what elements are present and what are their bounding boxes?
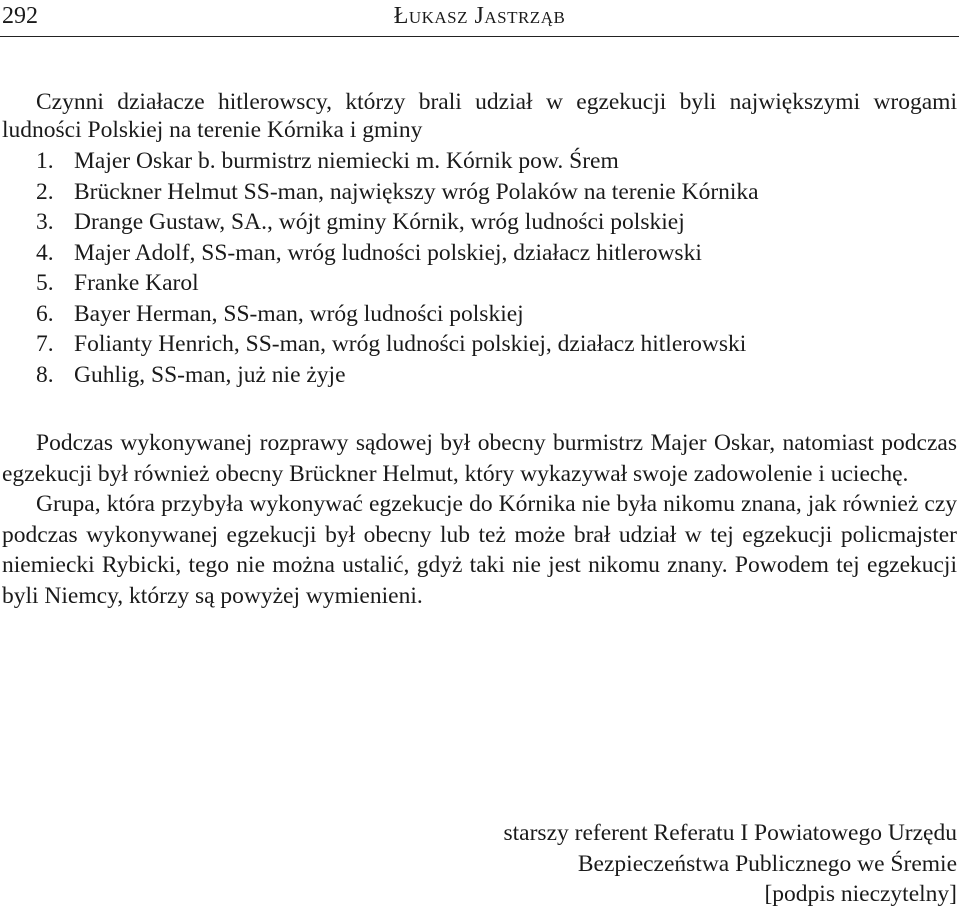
list-item-number: 7. xyxy=(36,331,54,357)
list-item-number: 3. xyxy=(36,209,54,235)
list-item-number: 6. xyxy=(36,300,54,327)
list-item-number: 1. xyxy=(36,148,54,174)
list-item xyxy=(2,146,957,177)
signature-office: Bezpieczeństwa Publicznego we Śremie xyxy=(577,850,957,877)
trial-paragraph: Podczas wykonywanej rozprawy sądowej był obecny burmistrz Majer Oskar, natomiast podczas egzekucji był również obecny Brückner Helmut, który wykazywał swoje zadowolenie i uciechę. xyxy=(2,430,957,487)
running-head: Łukasz Jastrząb xyxy=(393,3,566,29)
perpetrators-list xyxy=(2,146,957,390)
list-item-number: 2. xyxy=(36,178,54,205)
list-item-text: Majer Adolf, SS-man, wróg ludności polskiej, działacz hitlerowski xyxy=(74,239,702,266)
list-item-text: Franke Karol xyxy=(74,270,199,296)
list-item-text: Folianty Henrich, SS-man, wróg ludności polskiej, działacz hitlerowski xyxy=(74,331,747,357)
list-item-text: Guhlig, SS-man, już nie żyje xyxy=(74,361,346,388)
signature-note: [podpis nieczytelny] xyxy=(764,881,957,907)
list-item-text: Bayer Herman, SS-man, wróg ludności polskiej xyxy=(74,300,524,327)
list-item-number: 4. xyxy=(36,239,54,266)
document-body xyxy=(2,88,957,611)
signature-title: starszy referent Referatu I Powiatowego Urzędu xyxy=(503,820,957,846)
list-item xyxy=(2,329,957,360)
list-item xyxy=(2,299,957,330)
header-rule xyxy=(0,36,959,37)
list-item xyxy=(2,360,957,391)
intro-paragraph: Czynni działacze hitlerowscy, którzy brali udział w egzekucji byli największymi wrogami ludności Polskiej na terenie Kórnika i gminy xyxy=(2,89,957,143)
list-item-text: Brückner Helmut SS-man, największy wróg Polaków na terenie Kórnika xyxy=(74,178,759,205)
list-item xyxy=(2,238,957,269)
page-header xyxy=(0,0,959,40)
list-item-text: Majer Oskar b. burmistrz niemiecki m. Kórnik pow. Śrem xyxy=(74,148,619,174)
list-item xyxy=(2,207,957,238)
group-paragraph: Grupa, która przybyła wykonywać egzekucje do Kórnika nie była nikomu znana, jak również czy podczas wykonywanej egzekucji był obecny lub też może brał udział w tej egzekucji policmajster niemiecki Rybicki, tego nie można ustalić, gdyż taki nie jest nikomu znany. Powodem tej egzekucji byli Niemcy, którzy są powyżej wymienieni. xyxy=(2,491,957,609)
list-item xyxy=(2,177,957,208)
list-item xyxy=(2,268,957,299)
list-item-number: 8. xyxy=(36,361,54,388)
page-number: 292 xyxy=(2,3,38,29)
signature-block xyxy=(504,818,958,910)
list-item-number: 5. xyxy=(36,270,54,296)
list-item-text: Drange Gustaw, SA., wójt gminy Kórnik, wróg ludności polskiej xyxy=(74,209,685,235)
